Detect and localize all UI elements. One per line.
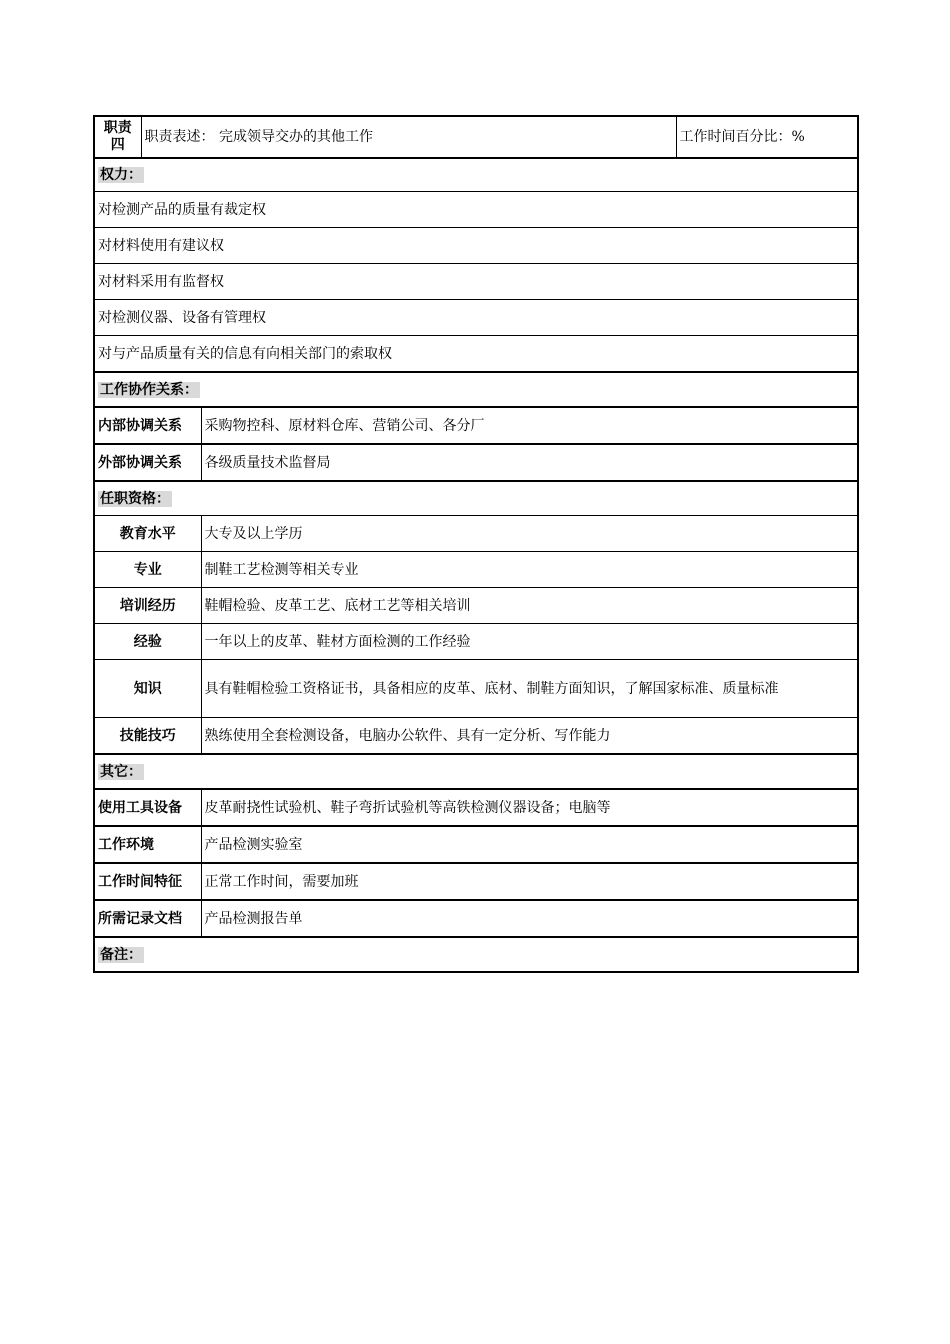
duty-number-cell — [94, 116, 141, 158]
qualification-row — [94, 588, 858, 624]
qualifications-heading: 任职资格： — [100, 490, 170, 507]
authority-item: 对材料使用有建议权 — [94, 228, 858, 264]
other-heading: 其它： — [100, 763, 142, 780]
external-coordination-row — [94, 444, 858, 481]
internal-coordination-row — [94, 407, 858, 444]
other-value: 皮革耐挠性试验机、鞋子弯折试验机等高铁检测仪器设备；电脑等 — [201, 789, 858, 826]
qualification-label: 专业 — [94, 552, 201, 588]
duty-row — [94, 116, 858, 158]
other-value: 产品检测实验室 — [201, 826, 858, 863]
internal-coordination-label: 内部协调关系 — [94, 407, 201, 444]
qualification-value: 具有鞋帽检验工资格证书，具备相应的皮革、底材、制鞋方面知识，了解国家标准、质量标准 — [201, 660, 858, 718]
other-value: 正常工作时间，需要加班 — [201, 863, 858, 900]
other-label: 工作时间特征 — [94, 863, 201, 900]
qualification-label: 教育水平 — [94, 516, 201, 552]
authority-item-row — [94, 228, 858, 264]
other-label: 工作环境 — [94, 826, 201, 863]
authority-heading: 权力： — [100, 167, 142, 183]
qualification-label: 知识 — [94, 660, 201, 718]
qualification-value: 制鞋工艺检测等相关专业 — [201, 552, 858, 588]
duty-description: 职责表述： 完成领导交办的其他工作 — [141, 116, 676, 158]
other-label: 所需记录文档 — [94, 900, 201, 937]
other-label: 使用工具设备 — [94, 789, 201, 826]
cooperation-heading-row — [94, 372, 858, 407]
authority-item-row — [94, 264, 858, 300]
qualification-label: 技能技巧 — [94, 718, 201, 755]
authority-item: 对与产品质量有关的信息有向相关部门的索取权 — [94, 336, 858, 373]
authority-heading-row — [94, 158, 858, 192]
qualification-row — [94, 552, 858, 588]
internal-coordination-value: 采购物控科、原材料仓库、营销公司、各分厂 — [201, 407, 858, 444]
qualification-value: 鞋帽检验、皮革工艺、底材工艺等相关培训 — [201, 588, 858, 624]
qualification-row — [94, 718, 858, 755]
job-description-page — [93, 115, 857, 973]
other-row — [94, 789, 858, 826]
job-description-table — [93, 115, 859, 973]
qualification-row — [94, 660, 858, 718]
authority-item: 对检测产品的质量有裁定权 — [94, 192, 858, 228]
qualification-label: 培训经历 — [94, 588, 201, 624]
cooperation-heading: 工作协作关系： — [100, 381, 198, 398]
qualification-row — [94, 516, 858, 552]
duty-time-percent: 工作时间百分比：% — [676, 116, 858, 158]
external-coordination-label: 外部协调关系 — [94, 444, 201, 481]
qualifications-heading-row — [94, 481, 858, 516]
remarks-row — [94, 937, 858, 972]
authority-item-row — [94, 336, 858, 373]
other-heading-row — [94, 754, 858, 789]
qualification-value: 一年以上的皮革、鞋材方面检测的工作经验 — [201, 624, 858, 660]
authority-item: 对材料采用有监督权 — [94, 264, 858, 300]
qualification-label: 经验 — [94, 624, 201, 660]
qualification-value: 熟练使用全套检测设备，电脑办公软件、具有一定分析、写作能力 — [201, 718, 858, 755]
authority-item: 对检测仪器、设备有管理权 — [94, 300, 858, 336]
authority-item-row — [94, 300, 858, 336]
authority-item-row — [94, 192, 858, 228]
duty-number-line1: 职责 — [103, 120, 132, 136]
qualification-value: 大专及以上学历 — [201, 516, 858, 552]
remarks-heading: 备注： — [100, 946, 142, 963]
external-coordination-value: 各级质量技术监督局 — [201, 444, 858, 481]
other-value: 产品检测报告单 — [201, 900, 858, 937]
other-row — [94, 863, 858, 900]
duty-number-line2: 四 — [110, 137, 125, 153]
other-row — [94, 826, 858, 863]
qualification-row — [94, 624, 858, 660]
other-row — [94, 900, 858, 937]
